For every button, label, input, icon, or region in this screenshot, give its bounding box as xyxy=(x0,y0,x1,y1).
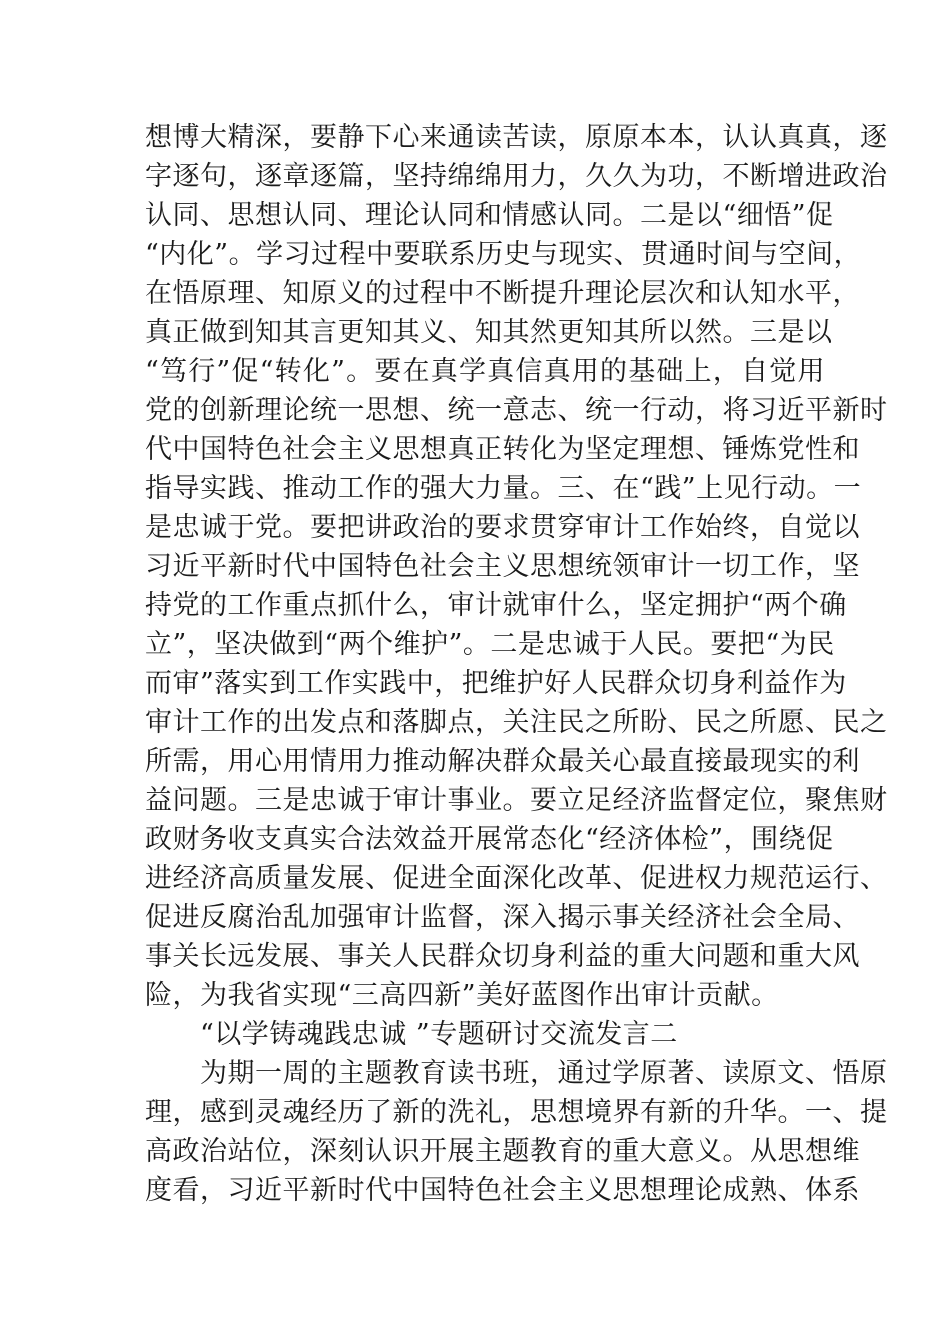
body-line: 进经济高质量发展、促进全面深化改革、促进权力规范运行、 xyxy=(145,863,888,894)
body-line: 益问题。三是忠诚于审计事业。要立足经济监督定位，聚焦财 xyxy=(145,785,888,816)
body-line: 政财务收支真实合法效益开展常态化“经济体检”，围绕促 xyxy=(145,824,834,855)
body-line: 度看，习近平新时代中国特色社会主义思想理论成熟、体系 xyxy=(145,1175,860,1206)
body-line: 党的创新理论统一思想、统一意志、统一行动，将习近平新时 xyxy=(145,395,888,426)
body-line: 理，感到灵魂经历了新的洗礼，思想境界有新的升华。一、提 xyxy=(145,1097,888,1128)
body-line: 所需，用心用情用力推动解决群众最关心最直接最现实的利 xyxy=(145,746,860,777)
body-line: 真正做到知其言更知其义、知其然更知其所以然。三是以 xyxy=(145,317,833,348)
body-line: 审计工作的出发点和落脚点，关注民之所盼、民之所愿、民之 xyxy=(145,707,888,738)
body-line: 为期一周的主题教育读书班，通过学原著、读原文、悟原 xyxy=(200,1058,888,1089)
section-heading: “以学铸魂践忠诚 ”专题研讨交流发言二 xyxy=(200,1019,678,1050)
body-line: 促进反腐治乱加强审计监督，深入揭示事关经济社会全局、 xyxy=(145,902,860,933)
body-line: “内化”。学习过程中要联系历史与现实、贯通时间与空间， xyxy=(145,239,862,270)
body-line: 高政治站位，深刻认识开展主题教育的重大意义。从思想维 xyxy=(145,1136,860,1167)
body-line: 立”，坚决做到“两个维护”。二是忠诚于人民。要把“为民 xyxy=(145,629,835,660)
body-line: 习近平新时代中国特色社会主义思想统领审计一切工作，坚 xyxy=(145,551,860,582)
body-line: 代中国特色社会主义思想真正转化为坚定理想、锤炼党性和 xyxy=(145,434,860,465)
body-line: 事关长远发展、事关人民群众切身利益的重大问题和重大风 xyxy=(145,941,860,972)
body-line: 在悟原理、知原义的过程中不断提升理论层次和认知水平， xyxy=(145,278,860,309)
body-line: 是忠诚于党。要把讲政治的要求贯穿审计工作始终，自觉以 xyxy=(145,512,860,543)
body-line: 险，为我省实现“三高四新”美好蓝图作出审计贡献。 xyxy=(145,980,779,1011)
body-line: 而审”落实到工作实践中，把维护好人民群众切身利益作为 xyxy=(145,668,847,699)
body-line: 字逐句，逐章逐篇，坚持绵绵用力，久久为功，不断增进政治 xyxy=(145,161,888,192)
body-line: 持党的工作重点抓什么，审计就审什么，坚定拥护“两个确 xyxy=(145,590,847,621)
body-line: 认同、思想认同、理论认同和情感认同。二是以“细悟”促 xyxy=(145,200,834,231)
body-line: “笃行”促“转化”。要在真学真信真用的基础上，自觉用 xyxy=(145,356,825,387)
body-line: 指导实践、推动工作的强大力量。三、在“践”上见行动。一 xyxy=(145,473,862,504)
body-line: 想博大精深，要静下心来通读苦读，原原本本，认认真真，逐 xyxy=(145,122,888,153)
